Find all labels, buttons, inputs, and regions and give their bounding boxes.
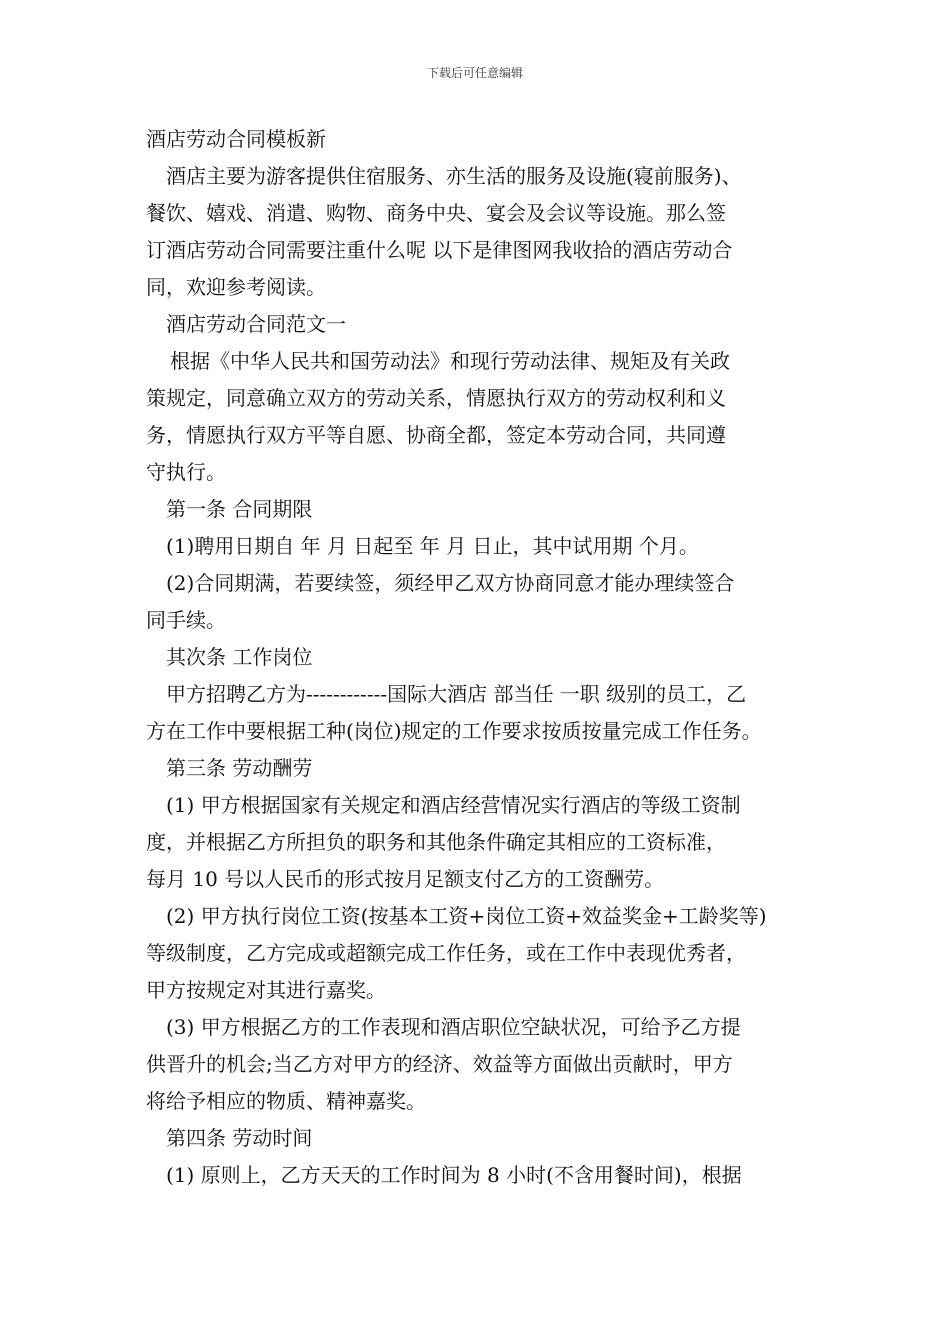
text-line: 根据《中华人民共和国劳动法》和现行劳动法律、规矩及有关政 [170, 349, 730, 373]
document-title: 酒店劳动合同模板新 [146, 127, 326, 151]
text-line: 同，欢迎参考阅读。 [146, 275, 326, 299]
text-line: (2) 甲方执行岗位工资(按基本工资+岗位工资+效益奖金+工龄奖等) [166, 904, 767, 928]
text-line: 第三条 劳动酬劳 [166, 756, 313, 780]
text-line: 订酒店劳动合同需要注重什么呢 以下是律图网我收拾的酒店劳动合 [146, 238, 733, 262]
text-line: 酒店主要为游客提供住宿服务、亦生活的服务及设施(寝前服务)、 [166, 164, 742, 188]
text-line: 度，并根据乙方所担负的职务和其他条件确定其相应的工资标准， [146, 830, 726, 854]
text-line: 等级制度，乙方完成或超额完成工作任务，或在工作中表现优秀者， [146, 941, 746, 965]
text-line: 守执行。 [146, 460, 226, 484]
text-line: 第一条 合同期限 [166, 497, 313, 521]
text-line: 每月 10 号以人民币的形式按月足额支付乙方的工资酬劳。 [146, 867, 665, 891]
text-line: 供晋升的机会;当乙方对甲方的经济、效益等方面做出贡献时，甲方 [146, 1052, 733, 1076]
text-line: (1)聘用日期自 年 月 日起至 年 月 日止，其中试用期 个月。 [166, 534, 699, 558]
text-line: 第四条 劳动时间 [166, 1126, 313, 1150]
text-line: 甲方按规定对其进行嘉奖。 [146, 978, 386, 1002]
text-line: 将给予相应的物质、精神嘉奖。 [146, 1089, 426, 1113]
document-body [146, 121, 826, 1194]
text-line: 酒店劳动合同范文一 [166, 312, 346, 336]
text-line: (3) 甲方根据乙方的工作表现和酒店职位空缺状况，可给予乙方提 [166, 1015, 741, 1039]
text-line: 餐饮、嬉戏、消遣、购物、商务中央、宴会及会议等设施。那么签 [146, 201, 726, 225]
text-line: 甲方招聘乙方为------------国际大酒店 部当任 一职 级别的员工，乙 [166, 682, 747, 706]
text-line: 方在工作中要根据工种(岗位)规定的工作要求按质按量完成工作任务。 [146, 719, 762, 743]
text-line: 同手续。 [146, 608, 226, 632]
text-line: 其次条 工作岗位 [166, 645, 313, 669]
text-line: (2)合同期满，若要续签，须经甲乙双方协商同意才能办理续签合 [166, 571, 735, 595]
text-line: 策规定，同意确立双方的劳动关系，情愿执行双方的劳动权利和义 [146, 386, 726, 410]
text-line: 务，情愿执行双方平等自愿、协商全都，签定本劳动合同，共同遵 [146, 423, 726, 447]
header-note: 下载后可任意编辑 [426, 66, 523, 80]
text-line: (1) 原则上，乙方天天的工作时间为 8 小时(不含用餐时间)，根据 [166, 1163, 742, 1187]
text-line: (1) 甲方根据国家有关规定和酒店经营情况实行酒店的等级工资制 [166, 793, 741, 817]
